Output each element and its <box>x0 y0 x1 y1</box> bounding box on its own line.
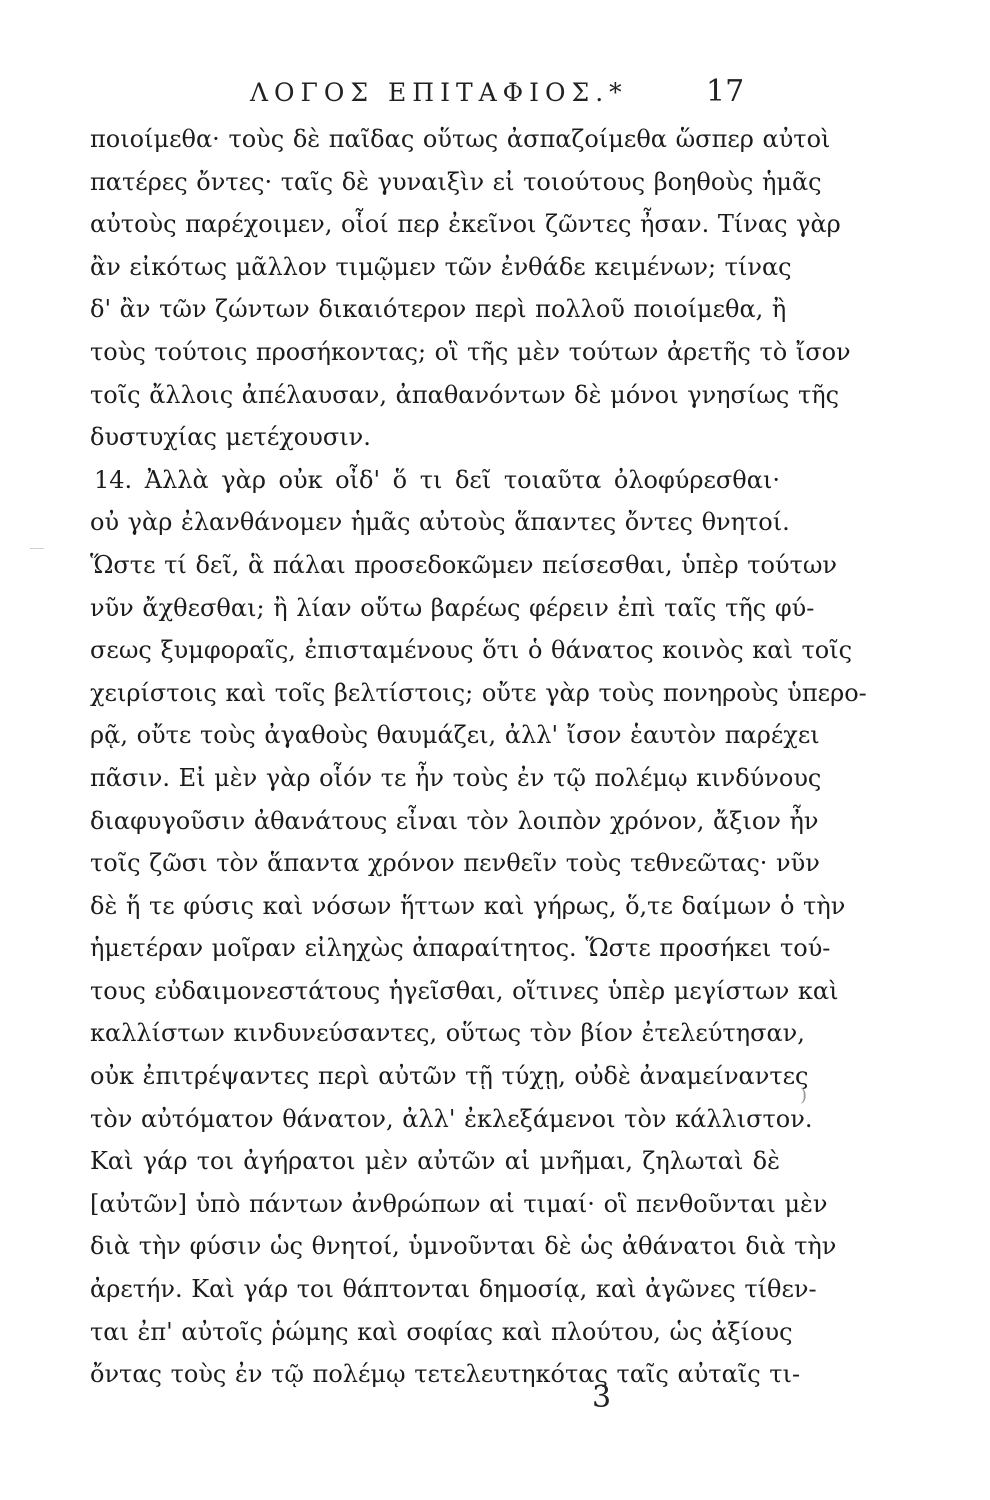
text-line: διαφυγοῦσιν ἀθανάτους εἶναι τὸν λοιπὸν χρόνον, ἄξιον ἦν <box>90 806 819 835</box>
text-line: ποιοίμεθα· τοὺς δὲ παῖδας οὕτως ἀσπαζοίμεθα ὥσπερ αὐτοὶ <box>90 125 831 153</box>
text-line: τοῖς ἄλλοις ἀπέλαυσαν, ἀπαθανόντων δὲ μόνοι γνησίως τῆς <box>90 380 840 409</box>
text-line: δὲ ἥ τε φύσις καὶ νόσων ἥττων καὶ γήρως, ὅ,τε δαίμων ὁ τὴν <box>90 891 846 920</box>
text-line: τοὺς τούτοις προσήκοντας; οἳ τῆς μὲν τούτων ἀρετῆς τὸ ἴσον <box>90 337 851 366</box>
text-line: ἡμετέραν μοῖραν εἰληχὼς ἀπαραίτητος. Ὥστε προσήκει τού- <box>90 934 831 963</box>
text-line: Ὥστε τί δεῖ, ἃ πάλαι προσεδοκῶμεν πείσεσθαι, ὑπὲρ τούτων <box>90 550 838 579</box>
text-line: οὐ γὰρ ἐλανθάνομεν ἡμᾶς αὐτοὺς ἅπαντες ὄντες θνητοί. <box>90 508 790 537</box>
text-line: τους εὐδαιμονεστάτους ἡγεῖσθαι, οἵτινες ὑπὲρ μεγίστων καὶ <box>90 976 839 1005</box>
page-number: 17 <box>706 74 745 109</box>
text-line: πᾶσιν. Εἰ μὲν γὰρ οἷόν τε ἦν τοὺς ἐν τῷ πολέμῳ κινδύνους <box>90 763 822 792</box>
text-line: ται ἐπ' αὐτοῖς ῥώμης καὶ σοφίας καὶ πλούτου, ὡς ἀξίους <box>90 1317 793 1346</box>
text-line: διὰ τὴν φύσιν ὡς θνητοί, ὑμνοῦνται δὲ ὡς ἀθάνατοι διὰ τὴν <box>90 1232 837 1261</box>
text-line: σεως ξυμφοραῖς, ἐπισταμένους ὅτι ὁ θάνατος κοινὸς καὶ τοῖς <box>90 636 853 665</box>
running-head: ΛΟΓΟΣ ΕΠΙΤΑΦΙΟΣ.* <box>250 78 628 107</box>
section-start-line: 14. Ἀλλὰ γὰρ οὐκ οἶδ' ὅ τι δεῖ τοιαῦτα ὀλοφύρεσθαι· <box>94 465 780 494</box>
body-text <box>90 118 867 1396</box>
text-line: ἂν εἰκότως μᾶλλον τιμῷμεν τῶν ἐνθάδε κειμένων; τίνας <box>90 252 792 281</box>
text-line: αὐτοὺς παρέχοιμεν, οἷοί περ ἐκεῖνοι ζῶντες ἦσαν. Τίνας γὰρ <box>90 210 841 239</box>
text-line: δ' ἂν τῶν ζώντων δικαιότερον περὶ πολλοῦ ποιοίμεθα, ἢ <box>90 295 787 324</box>
text-line: ἀρετήν. Καὶ γάρ τοι θάπτονται δημοσίᾳ, καὶ ἀγῶνες τίθεν- <box>90 1275 817 1304</box>
text-line: πατέρες ὄντες· ταῖς δὲ γυναιξὶν εἰ τοιούτους βοηθοὺς ἡμᾶς <box>90 167 822 196</box>
text-line: καλλίστων κινδυνεύσαντες, οὕτως τὸν βίον ἐτελεύτησαν, <box>90 1019 805 1048</box>
margin-rule <box>30 548 44 549</box>
signature-mark: 3 <box>592 1380 612 1415</box>
text-line: δυστυχίας μετέχουσιν. <box>90 423 371 452</box>
text-line: τοῖς ζῶσι τὸν ἅπαντα χρόνον πενθεῖν τοὺς τεθνεῶτας· νῦν <box>90 849 820 878</box>
text-line: ρᾷ, οὔτε τοὺς ἀγαθοὺς θαυμάζει, ἀλλ' ἴσον ἑαυτὸν παρέχει <box>90 721 820 750</box>
text-line: [αὐτῶν] ὑπὸ πάντων ἀνθρώπων αἱ τιμαί· οἳ πενθοῦνται μὲν <box>90 1189 828 1218</box>
text-line: χειρίστοις καὶ τοῖς βελτίστοις; οὔτε γὰρ τοὺς πονηροὺς ὑπερο- <box>90 678 867 707</box>
text-line: νῦν ἄχθεσθαι; ἢ λίαν οὕτω βαρέως φέρειν ἐπὶ ταῖς τῆς φύ- <box>90 593 815 622</box>
text-line: Καὶ γάρ τοι ἀγήρατοι μὲν αὐτῶν αἱ μνῆμαι, ζηλωταὶ δὲ <box>90 1147 780 1176</box>
text-line: τὸν αὐτόματον θάνατον, ἀλλ' ἐκλεξάμενοι τὸν κάλλιστον. <box>90 1104 813 1133</box>
margin-mark: ) <box>800 1085 808 1106</box>
text-line: ὄντας τοὺς ἐν τῷ πολέμῳ τετελευτηκότας ταῖς αὐταῖς τι- <box>90 1360 801 1389</box>
text-line: οὐκ ἐπιτρέψαντες περὶ αὐτῶν τῇ τύχῃ, οὐδὲ ἀναμείναντες <box>90 1062 809 1091</box>
